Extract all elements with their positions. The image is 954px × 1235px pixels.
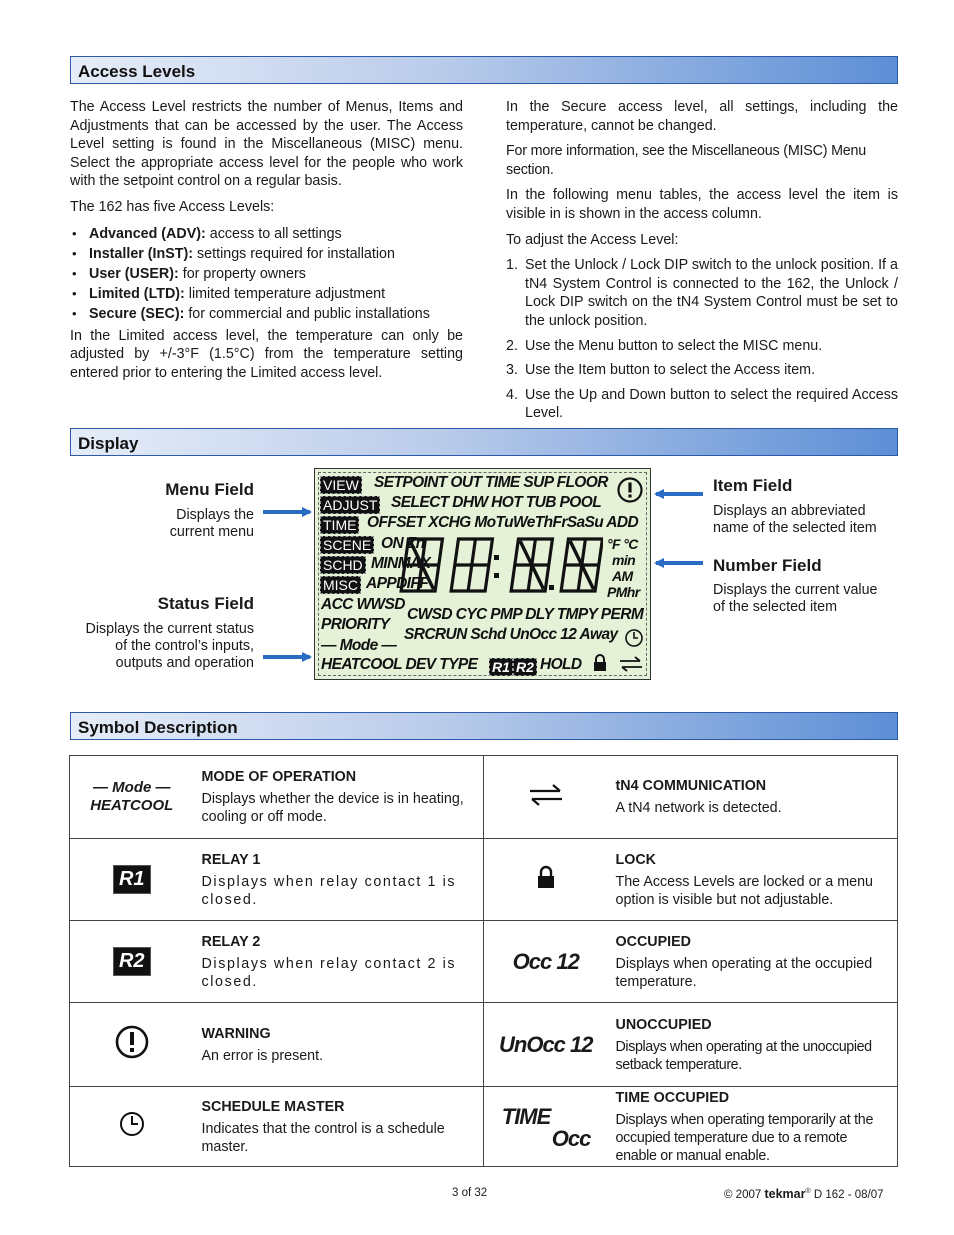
symbol-table: [69, 755, 898, 1167]
section-header-display: Display: [70, 428, 898, 456]
list-item: • User (USER): for property owners: [70, 264, 463, 284]
warning-icon: [114, 1024, 150, 1060]
lcd-status-row7b: CWSD CYC PMP DLY TMPY PERM: [407, 606, 644, 623]
section-header-symbols: Symbol Description: [70, 712, 898, 740]
list-item: • Installer (InST): settings required for installation: [70, 244, 463, 264]
tn4-symbol-cell: [484, 756, 608, 839]
lcd-status-row8a: PRIORITY: [321, 616, 390, 633]
list-item: 1. Set the Unlock / Lock DIP switch to the unlock position. If a tN4 System Control is connected to the 162, the Unlock / Lock DIP switch on the tN4 System Control must be set to the unlock position.: [506, 257, 898, 329]
lcd-status-row8b: SRCRUN Schd UnOcc 12 Away: [404, 626, 618, 643]
unoccupied-icon: UnOcc 12: [499, 1031, 593, 1057]
time-occupied-symbol-cell: [484, 1087, 608, 1167]
lcd-unit-pmhr: PMhr: [607, 584, 640, 600]
lcd-item-row5: MINMAX: [371, 555, 431, 572]
relay1-icon: R1: [114, 866, 150, 893]
lcd-unit-temp: °F °C: [607, 536, 638, 552]
lcd-menu-adjust: ADJUST: [320, 496, 380, 514]
list-item: • Limited (LTD): limited temperature adjustment: [70, 284, 463, 304]
mode-symbol-cell: [70, 756, 194, 839]
lcd-hold: HOLD: [540, 656, 582, 673]
lcd-lock-icon: [592, 653, 608, 673]
tn4-description-cell: tN4 COMMUNICATION A tN4 network is detected.: [608, 756, 898, 839]
lcd-unit-min: min: [612, 552, 636, 568]
status-field-title: Status Field: [157, 594, 254, 613]
table-row: [70, 756, 898, 839]
item-field-title: Item Field: [713, 476, 793, 495]
lcd-item-row4: ON Zn: [381, 535, 425, 552]
table-row: [70, 921, 898, 1003]
schedule-symbol-cell: [70, 1087, 194, 1167]
paragraph: In the following menu tables, the access level the item is visible in is shown in the access column.: [506, 187, 898, 222]
tn4-communication-icon: [528, 783, 564, 807]
paragraph: In the Limited access level, the temperature can only be adjusted by +/-3°F (1.5°C) from the temperature setting entered prior to entering the Limited access level.: [70, 327, 463, 381]
warning-description-cell: WARNING An error is present.: [194, 1003, 484, 1087]
lcd-warning-icon: [616, 476, 644, 504]
lcd-item-row2: SELECT DHW HOT TUB POOL: [391, 494, 602, 511]
occupied-icon: Occ 12: [512, 948, 579, 974]
number-field-desc: Displays the current value of the selected item: [713, 582, 878, 616]
lcd-item-row1: SETPOINT OUT TIME SUP FLOOR: [374, 474, 608, 491]
page-number: 3 of 32: [452, 1187, 488, 1199]
lcd-number-digits: [399, 535, 603, 595]
lcd-relay2: R2: [513, 658, 537, 676]
time-occupied-icon: TIME Occ: [501, 1103, 591, 1151]
list-item: • Advanced (ADV): access to all settings: [70, 224, 463, 244]
lcd-status-row10: HEATCOOL DEV TYPE: [321, 656, 478, 673]
lock-description-cell: LOCK The Access Levels are locked or a menu option is visible but not adjustable.: [608, 839, 898, 921]
lcd-relay1: R1: [489, 658, 513, 676]
schedule-description-cell: SCHEDULE MASTER Indicates that the control is a schedule master.: [194, 1087, 484, 1167]
paragraph: The Access Level restricts the number of Menus, Items and Adjustments that can be accessed by the user. The Access Level setting is found in the Miscellaneous (MISC) menu. Select the appropriate access level for the people who work with the setpoint control on a regular basis.: [70, 99, 463, 190]
status-field-desc: Displays the current status of the control’s inputs, outputs and operation: [85, 621, 254, 672]
lcd-item-row3: OFFSET XCHG MoTuWeThFrSaSu ADD: [367, 514, 639, 531]
footer-info: © 2007 tekmar® D 162 - 08/07: [724, 1187, 884, 1201]
relay2-icon: R2: [114, 948, 150, 975]
menu-field-desc: Displays the current menu: [169, 507, 254, 541]
mode-heatcool-icon: — Mode — HEATCOOL: [90, 779, 174, 814]
menu-field-title: Menu Field: [165, 480, 254, 499]
clock-icon: [118, 1110, 146, 1138]
paragraph: The 162 has five Access Levels:: [70, 198, 275, 215]
lock-symbol-cell: [484, 839, 608, 921]
lock-icon: [536, 864, 556, 890]
paragraph: For more information, see the Miscellaneous (MISC) Menu section.: [506, 143, 867, 178]
table-row: [70, 839, 898, 921]
item-field-desc: Displays an abbreviated name of the selected item: [713, 503, 877, 537]
list-item: 4. Use the Up and Down button to select the required Access Level.: [506, 386, 898, 422]
lcd-communication-icon: [618, 655, 644, 673]
lcd-mode-label: — Mode —: [321, 637, 397, 654]
list-item: • Secure (SEC): for commercial and public installations: [70, 304, 463, 324]
lcd-menu-scene: SCENE: [320, 536, 374, 554]
relay1-description-cell: RELAY 1 Displays when relay contact 1 is closed.: [194, 839, 484, 921]
lcd-item-row6: APPDIFF: [366, 575, 429, 592]
time-occupied-description-cell: TIME OCCUPIED Displays when operating temporarily at the occupied temperature due to a remote enable or manual enable.: [608, 1087, 898, 1167]
section-header-access-levels: Access Levels: [70, 56, 898, 84]
list-item: 3. Use the Item button to select the Access item.: [506, 362, 816, 379]
number-field-title: Number Field: [713, 556, 822, 575]
relay2-description-cell: RELAY 2 Displays when relay contact 2 is closed.: [194, 921, 484, 1003]
lcd-clock-icon: [624, 628, 644, 648]
mode-description-cell: MODE OF OPERATION Displays whether the device is in heating, cooling or off mode.: [194, 756, 484, 839]
relay2-symbol-cell: [70, 921, 194, 1003]
occupied-symbol-cell: [484, 921, 608, 1003]
lcd-status-row7a: ACC WWSD: [321, 596, 405, 613]
paragraph: To adjust the Access Level:: [506, 231, 679, 248]
lcd-menu-view: VIEW: [320, 476, 362, 494]
lcd-menu-time: TIME: [320, 516, 359, 534]
unoccupied-description-cell: UNOCCUPIED Displays when operating at the unoccupied setback temperature.: [608, 1003, 898, 1087]
lcd-menu-misc: MISC: [320, 576, 361, 594]
relay1-symbol-cell: [70, 839, 194, 921]
paragraph: In the Secure access level, all settings, including the temperature, cannot be changed.: [506, 99, 898, 134]
lcd-display: [314, 468, 651, 680]
occupied-description-cell: OCCUPIED Displays when operating at the occupied temperature.: [608, 921, 898, 1003]
brand-logo: tekmar: [764, 1187, 806, 1201]
lcd-unit-am: AM: [612, 568, 633, 584]
table-row: [70, 1087, 898, 1167]
unoccupied-symbol-cell: [484, 1003, 608, 1087]
list-item: 2. Use the Menu button to select the MISC menu.: [506, 337, 823, 354]
lcd-menu-schd: SCHD: [320, 556, 366, 574]
table-row: [70, 1003, 898, 1087]
warning-symbol-cell: [70, 1003, 194, 1087]
